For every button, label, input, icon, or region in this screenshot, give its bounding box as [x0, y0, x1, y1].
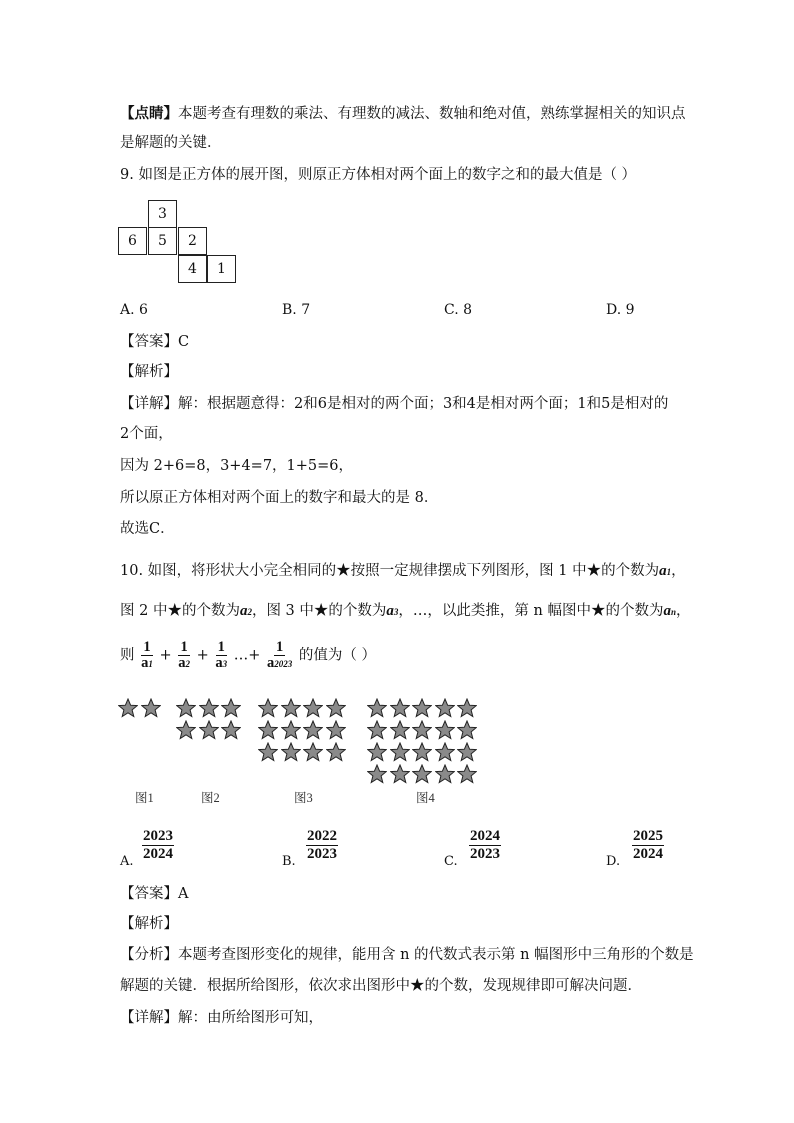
star-icon [367, 764, 387, 784]
star-icon [281, 720, 301, 740]
star-icon [412, 764, 432, 784]
q10-stem-2: 图 2 中★的个数为a2，图 3 中★的个数为a3，…，以此类推，第 n 幅图中★的个数为an， [120, 603, 691, 619]
q10-stem-3: 则 $\frac{1}{a1}$ + $\frac{1}{a2}$ + $\frac{1}{a3}$ …+ $\frac{1}{a2023}$ 的值为（ ） [120, 639, 376, 672]
star-icon [303, 720, 323, 740]
star-icon [435, 720, 455, 740]
q10-stem-text-1: 10. 如图，将形状大小完全相同的★按照一定规律摆成下列图形，图 1 中★的个数为 [120, 563, 660, 579]
detail-text: 解：根据题意得：2和6是相对的两个面；3和4是相对两个面；1和5是相对的 [178, 396, 669, 412]
star-icon [390, 720, 410, 740]
q10-stem-1 [120, 561, 686, 582]
q9-jiexi: 【解析】 [120, 364, 178, 380]
net-cell: 4 [178, 255, 207, 283]
q9-detail-2: 2个面， [120, 426, 173, 442]
q9-option-d: D. 9 [606, 302, 635, 318]
then-word: 则 [120, 647, 135, 664]
star-icon [326, 742, 346, 762]
a3-symbol: a3 [386, 603, 399, 619]
q9-detail-1 [120, 394, 668, 414]
star-icon [118, 698, 138, 718]
figure-label-3: 图3 [294, 791, 313, 805]
q10-stem-text-2b: ，图 3 中★的个数为 [251, 603, 387, 619]
net-cell: 5 [148, 227, 177, 255]
figure-label-4: 图4 [416, 791, 435, 805]
star-icon [435, 764, 455, 784]
star-icon [367, 742, 387, 762]
star-icon [367, 720, 387, 740]
star-icon [412, 742, 432, 762]
q9-option-a: A. 6 [120, 302, 148, 318]
star-icon [176, 698, 196, 718]
star-icon [457, 698, 477, 718]
star-icon [457, 720, 477, 740]
star-icon [281, 698, 301, 718]
q10-fenxi-1: 【分析】本题考查图形变化的规律，能用含 n 的代数式表示第 n 幅图形中三角形的个数是 [120, 947, 694, 963]
a1-symbol: a1 [659, 563, 672, 579]
star-icon [221, 698, 241, 718]
star-icon [326, 720, 346, 740]
q9-detail-5: 故选C． [120, 521, 175, 537]
star-icon [141, 698, 161, 718]
detail-tag: 【详解】 [120, 396, 178, 412]
net-cell: 1 [207, 255, 236, 283]
detail-tag: 【详解】 [120, 1010, 178, 1026]
q10-detail-1: 【详解】解：由所给图形可知， [120, 1010, 323, 1026]
star-icon [281, 742, 301, 762]
q10-stem-text-2c: ，…，以此类推，第 n 幅图中★的个数为 [398, 603, 664, 619]
star-icon [457, 764, 477, 784]
star-icon [303, 742, 323, 762]
q10-stem-text-3b: 的值为（ ） [298, 647, 376, 664]
dianjing-line-2: 是解题的关键． [120, 135, 222, 151]
star-icon [258, 698, 278, 718]
star-icon [258, 720, 278, 740]
net-cell: 2 [178, 227, 207, 255]
star-icon [221, 720, 241, 740]
star-icon [390, 742, 410, 762]
star-icon [457, 742, 477, 762]
star-icon [390, 764, 410, 784]
net-cell: 6 [118, 227, 147, 255]
frac-1-a1: $\frac{1}{a1}$ [141, 639, 153, 672]
q10-stem-text-2a: 图 2 中★的个数为 [120, 603, 240, 619]
star-icon [412, 698, 432, 718]
star-icon [303, 698, 323, 718]
frac-1-a2: $\frac{1}{a2}$ [178, 639, 190, 672]
star-icon [390, 698, 410, 718]
dianjing-tag: 【点睛】 [120, 105, 178, 122]
star-icon [199, 720, 219, 740]
q9-option-c: C. 8 [444, 302, 473, 318]
q10-fenxi-2: 解题的关键．根据所给图形，依次求出图形中★的个数，发现规律即可解决问题． [120, 978, 642, 994]
q10-answer: 【答案】A [120, 886, 189, 902]
an-symbol: an [663, 603, 676, 619]
dianjing-line-1 [120, 104, 686, 124]
q9-detail-4: 所以原正方体相对两个面上的数字和最大的是 8． [120, 490, 439, 506]
q9-answer: 【答案】C [120, 334, 190, 350]
star-icon [435, 742, 455, 762]
figure-label-1: 图1 [135, 791, 154, 805]
frac-1-a2023: $\frac{1}{a2023}$ [266, 639, 293, 672]
star-icon [176, 720, 196, 740]
star-icon [258, 742, 278, 762]
dianjing-text-1: 本题考查有理数的乘法、有理数的减法、数轴和绝对值，熟练掌握相关的知识点 [178, 106, 686, 122]
fenxi-tag: 【分析】 [120, 947, 178, 963]
q9-option-b: B. 7 [282, 302, 311, 318]
star-icon [367, 698, 387, 718]
q10-jiexi: 【解析】 [120, 916, 178, 932]
frac-1-a3: $\frac{1}{a3}$ [215, 639, 228, 672]
star-icon [435, 698, 455, 718]
comma: ， [671, 563, 686, 579]
star-icon [326, 698, 346, 718]
cube-net-figure [118, 200, 238, 290]
a2-symbol: a2 [239, 603, 252, 619]
star-icon [412, 720, 432, 740]
q9-detail-3: 因为 2+6=8，3+4=7，1+5=6， [120, 458, 354, 474]
star-icon [199, 698, 219, 718]
figure-label-2: 图2 [201, 791, 220, 805]
net-cell: 3 [148, 200, 177, 228]
q9-stem: 9. 如图是正方体的展开图，则原正方体相对两个面上的数字之和的最大值是（ ） [120, 167, 637, 183]
